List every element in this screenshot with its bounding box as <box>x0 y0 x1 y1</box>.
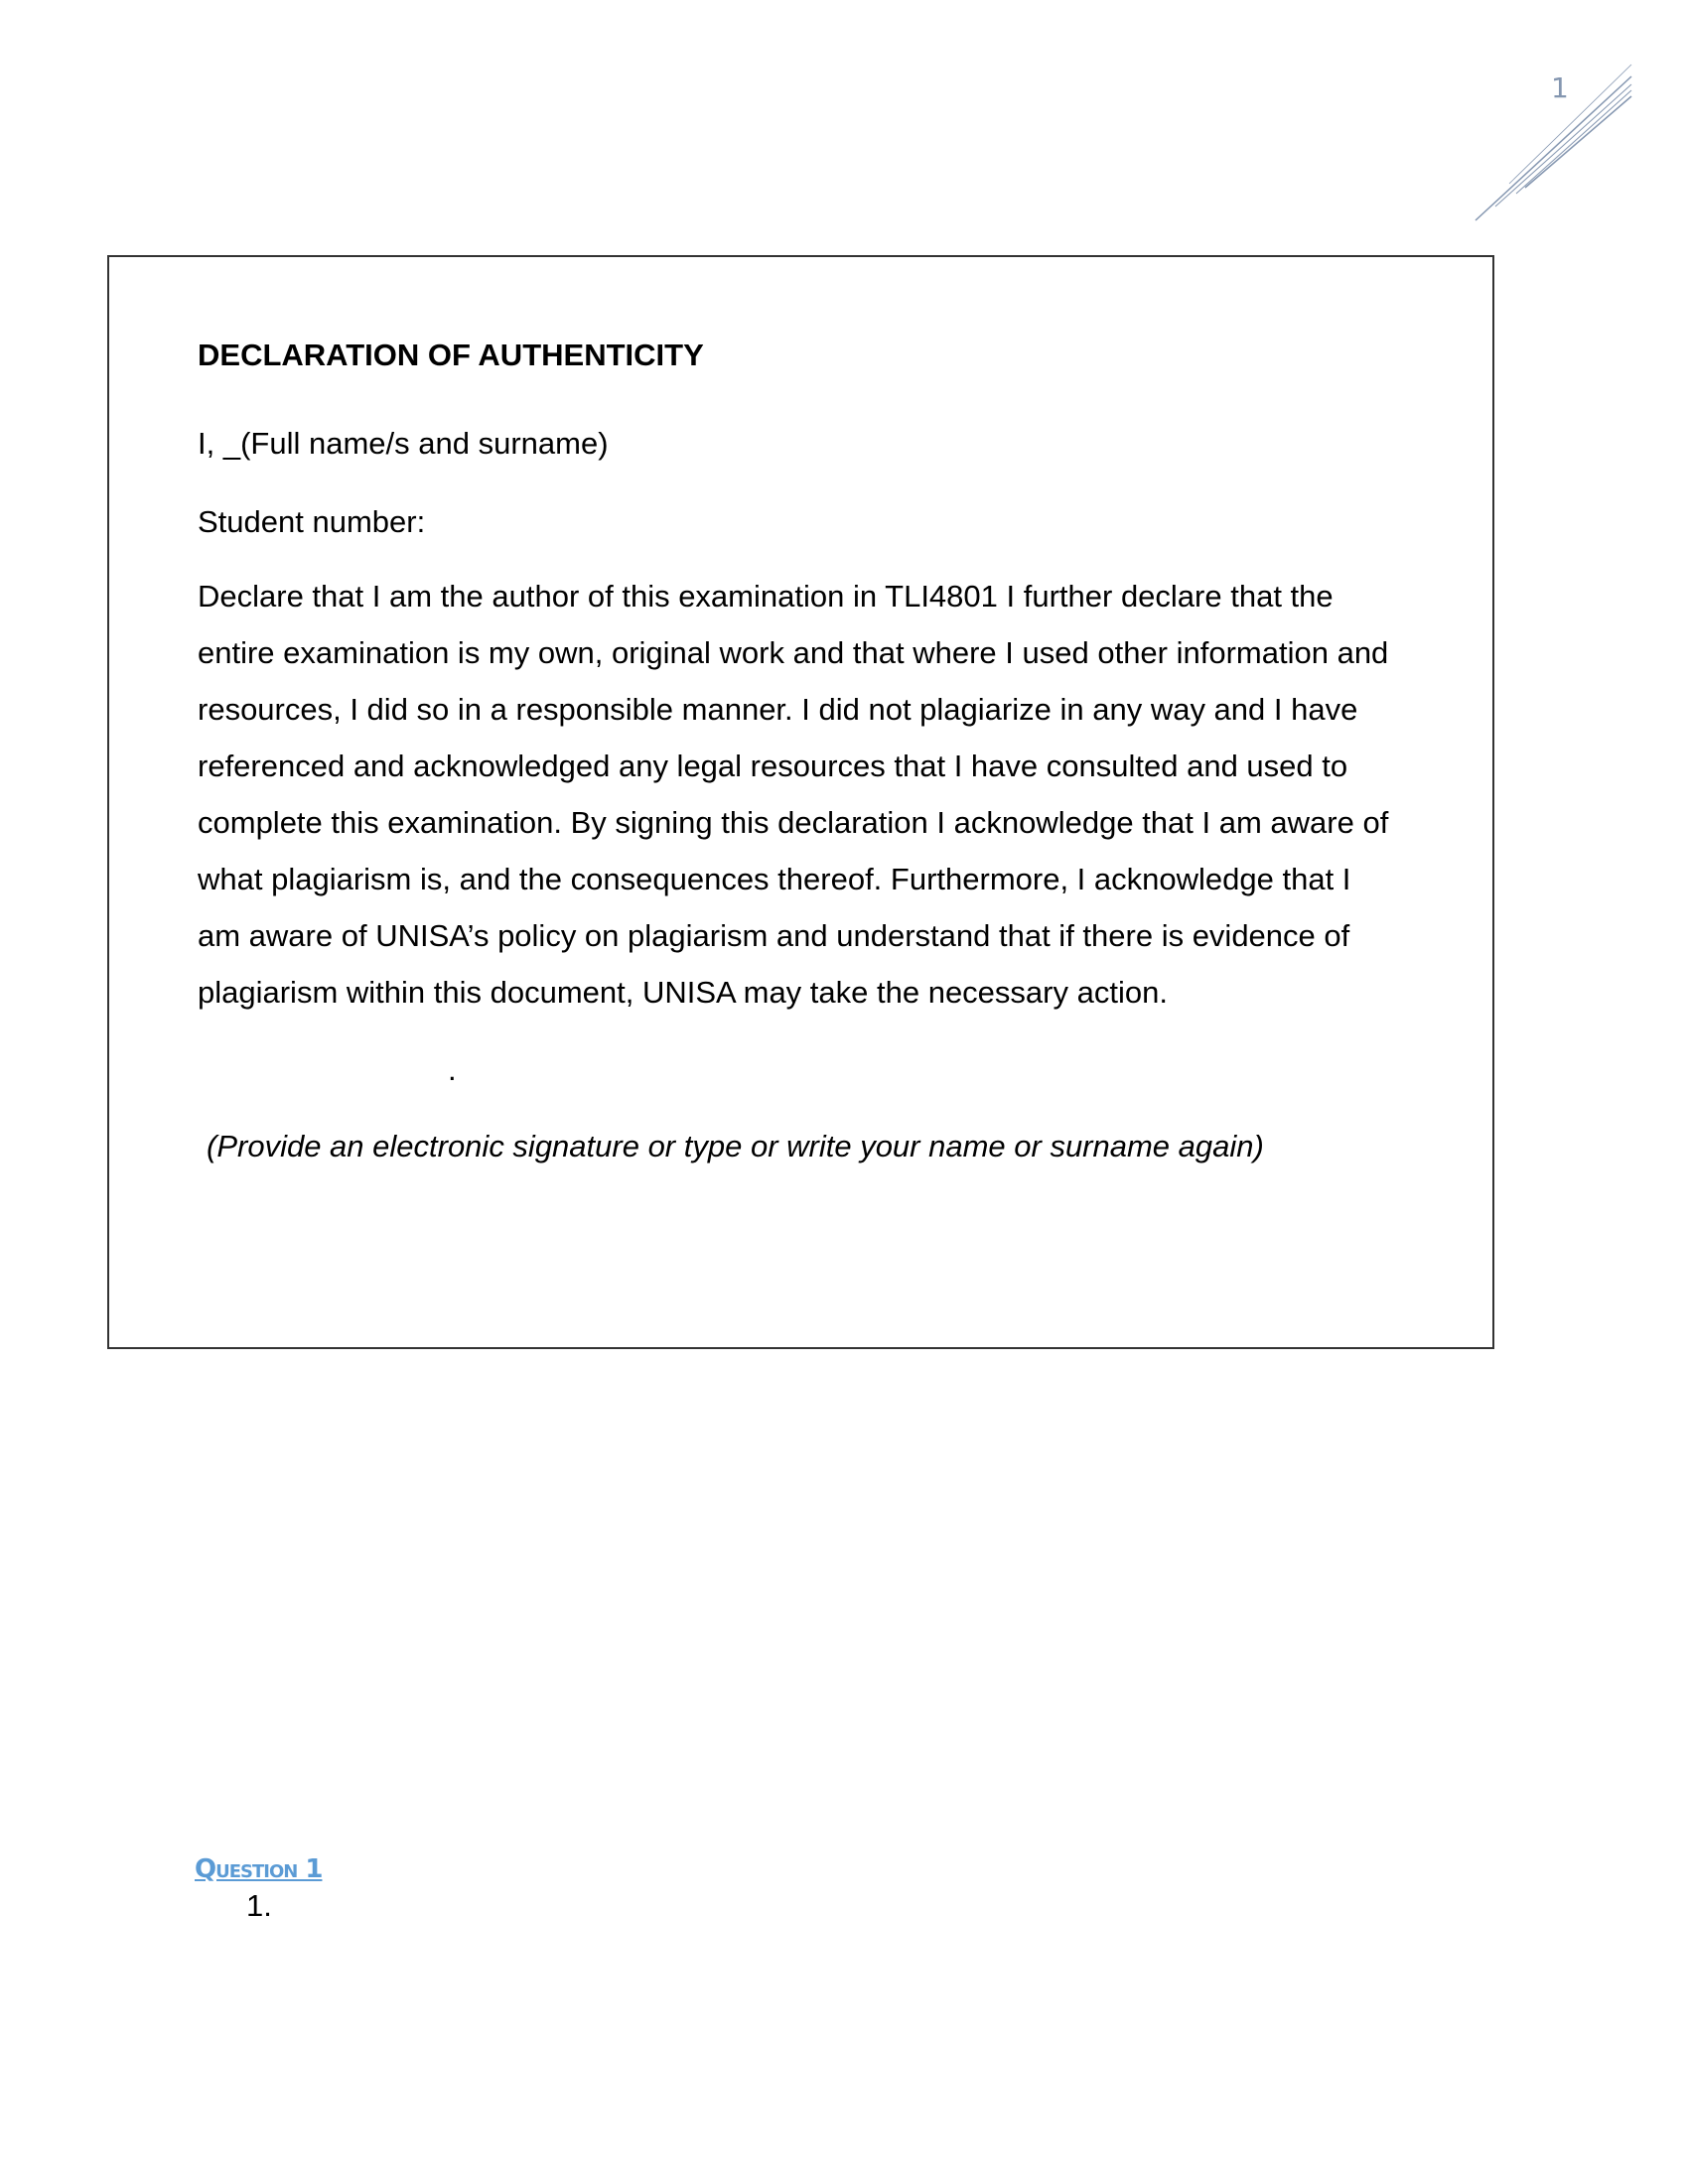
header-decoration-lines <box>1470 55 1648 228</box>
declaration-title: DECLARATION OF AUTHENTICITY <box>198 338 704 372</box>
body-line: Declare that I am the author of this examination in TLI4801 I further declare that the <box>198 579 1334 614</box>
question-item-number: 1. <box>246 1888 272 1923</box>
page-number: 1 <box>1551 71 1569 104</box>
full-name-line[interactable] <box>198 415 609 472</box>
body-line: am aware of UNISA’s policy on plagiarism and understand that if there is evidence of <box>198 918 1350 953</box>
body-line: entire examination is my own, original work and that where I used other information and <box>198 635 1389 670</box>
body-line: what plagiarism is, and the consequences thereof. Furthermore, I acknowledge that I <box>198 862 1351 896</box>
question-heading[interactable]: Question 1 <box>195 1854 323 1884</box>
name-prefix: I, <box>198 426 223 461</box>
signature-field[interactable]: . <box>448 1052 457 1087</box>
name-placeholder: (Full name/s and surname) <box>240 426 609 461</box>
body-line: resources, I did so in a responsible manner. I did not plagiarize in any way and I have <box>198 692 1358 727</box>
student-number-label: Student number: <box>198 504 426 539</box>
declaration-body <box>198 568 1388 1021</box>
body-line: referenced and acknowledged any legal resources that I have consulted and used to <box>198 749 1348 783</box>
body-line: complete this examination. By signing this declaration I acknowledge that I am aware of <box>198 805 1389 840</box>
body-line: plagiarism within this document, UNISA may take the necessary action. <box>198 975 1168 1010</box>
signature-instruction: (Provide an electronic signature or type or write your name or surname again) <box>207 1129 1264 1163</box>
name-blank[interactable]: _ <box>222 426 241 461</box>
